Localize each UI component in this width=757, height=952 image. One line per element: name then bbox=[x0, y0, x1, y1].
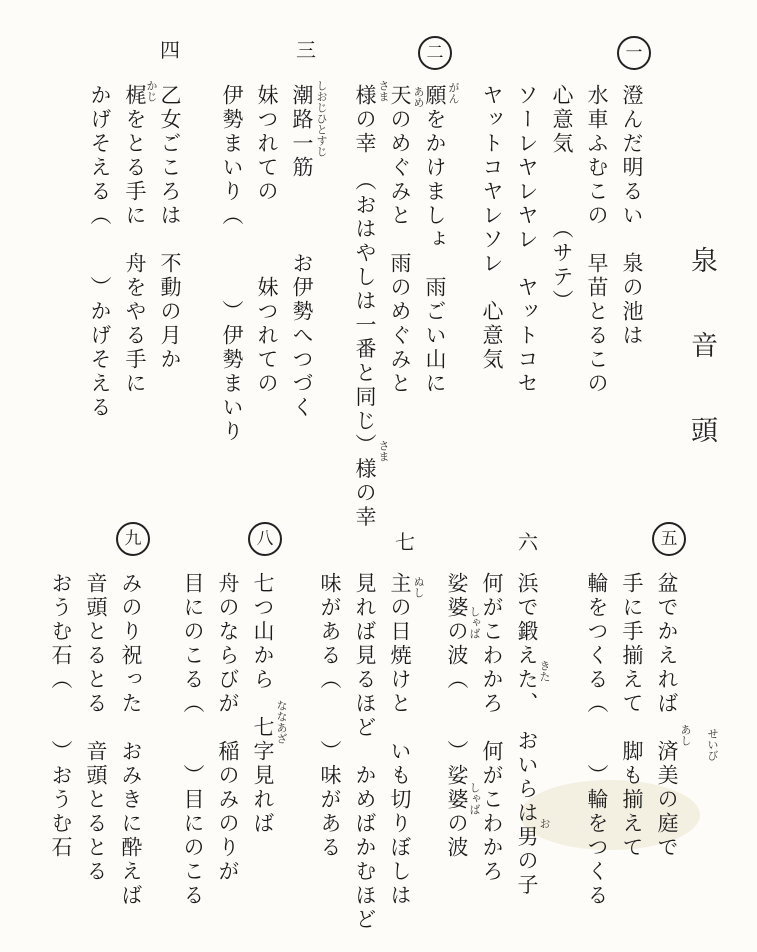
ruby-nanaaza: ななあざ bbox=[275, 700, 288, 744]
verse-6-line-2: 何がこわかろ 何がこわかろ bbox=[480, 572, 504, 884]
ruby-shaba-2: しゃば bbox=[468, 782, 481, 815]
verse-number-3: 三 bbox=[296, 38, 316, 62]
verse-1-line-2: 水車ふむこの 早苗とるこの bbox=[585, 84, 609, 396]
verse-5-line-3: 輪をつくる（ ）輪をつくる bbox=[585, 572, 609, 908]
ruby-ashi: あし bbox=[679, 724, 692, 746]
verse-1-line-1: 澄んだ明るい 泉の池は bbox=[620, 84, 644, 348]
verse-8-line-3: 目にのこる（ ）目にのこる bbox=[181, 572, 205, 908]
ruby-kitae: きた bbox=[538, 660, 551, 682]
verse-number-4: 四 bbox=[160, 38, 180, 62]
verse-8-line-1: 七つ山から 七字見れば bbox=[251, 572, 275, 836]
verse-3-line-1: 潮路一筋 お伊勢へつづく bbox=[290, 84, 314, 420]
verse-1-line-5: ヤットコヤレソレ 心意気 bbox=[480, 84, 504, 372]
verse-9-line-3: おうむ石（ ）おうむ石 bbox=[49, 572, 73, 860]
verse-7-line-1: 主の日焼けと いも切りぼしは bbox=[388, 572, 412, 908]
verse-2-line-3: 様の幸 （おはやしは一番と同じ）様の幸 bbox=[353, 84, 377, 530]
verse-2-line-1: 願をかけましょ 雨ごい山に bbox=[423, 84, 447, 396]
ruby-o: お bbox=[538, 818, 551, 829]
verse-number-9: 九 bbox=[116, 522, 150, 556]
verse-6-line-3: 娑婆の波（ ）娑婆の波 bbox=[445, 572, 469, 860]
verse-5-line-1: 盆でかえれば 済美の庭で bbox=[655, 572, 679, 860]
verse-number-1: 一 bbox=[617, 36, 651, 70]
ruby-gan: がん bbox=[447, 82, 460, 104]
ruby-seibi: せいび bbox=[706, 728, 719, 761]
verse-number-7: 七 bbox=[395, 530, 415, 554]
song-title: 泉音頭 bbox=[686, 246, 717, 501]
verse-3-line-2: 妹つれての 妹つれての bbox=[255, 84, 279, 396]
ruby-sama-2: さま bbox=[377, 440, 390, 462]
ruby-kaji: かじ bbox=[145, 80, 158, 102]
verse-7-line-2: 見れば見るほど かめばかむほど bbox=[353, 572, 377, 932]
ruby-ame: あめ bbox=[412, 86, 425, 108]
verse-4-line-3: かげそえる（ ）かげそえる bbox=[88, 84, 112, 420]
verse-4-line-1: 乙女ごころは 不動の月か bbox=[158, 84, 182, 372]
verse-number-8: 八 bbox=[248, 522, 282, 556]
ruby-shiohitosuji: しおじひとすじ bbox=[315, 80, 328, 157]
ruby-nushi: ぬし bbox=[412, 576, 425, 598]
ruby-sama-1: さま bbox=[377, 80, 390, 102]
verse-1-line-3: 心意気 （サテ） bbox=[550, 84, 574, 314]
verse-9-line-1: みのり祝った おみきに酔えば bbox=[119, 572, 143, 908]
verse-number-6: 六 bbox=[518, 530, 538, 554]
verse-4-line-2: 梶をとる手に 舟をやる手に bbox=[123, 84, 147, 396]
verse-5-line-2: 手に手揃えて 脚も揃えて bbox=[620, 572, 644, 860]
ruby-shaba-1: しゃば bbox=[468, 606, 481, 639]
verse-7-line-3: 味がある（ ）味がある bbox=[318, 572, 342, 860]
verse-2-line-2: 天のめぐみと 雨のめぐみと bbox=[388, 84, 412, 396]
verse-1-line-4: ソーレヤレヤレ ヤットコセ bbox=[515, 84, 539, 396]
verse-number-5: 五 bbox=[652, 522, 686, 556]
verse-9-line-2: 音頭とるとる 音頭とるとる bbox=[84, 572, 108, 884]
verse-number-2: 二 bbox=[418, 36, 452, 70]
verse-6-line-1: 浜で鍛えた、 おいらは男の子 bbox=[515, 572, 539, 898]
verse-3-line-3: 伊勢まいり（ ）伊勢まいり bbox=[220, 84, 244, 444]
verse-8-line-2: 舟のならびが 稲のみのりが bbox=[216, 572, 240, 884]
